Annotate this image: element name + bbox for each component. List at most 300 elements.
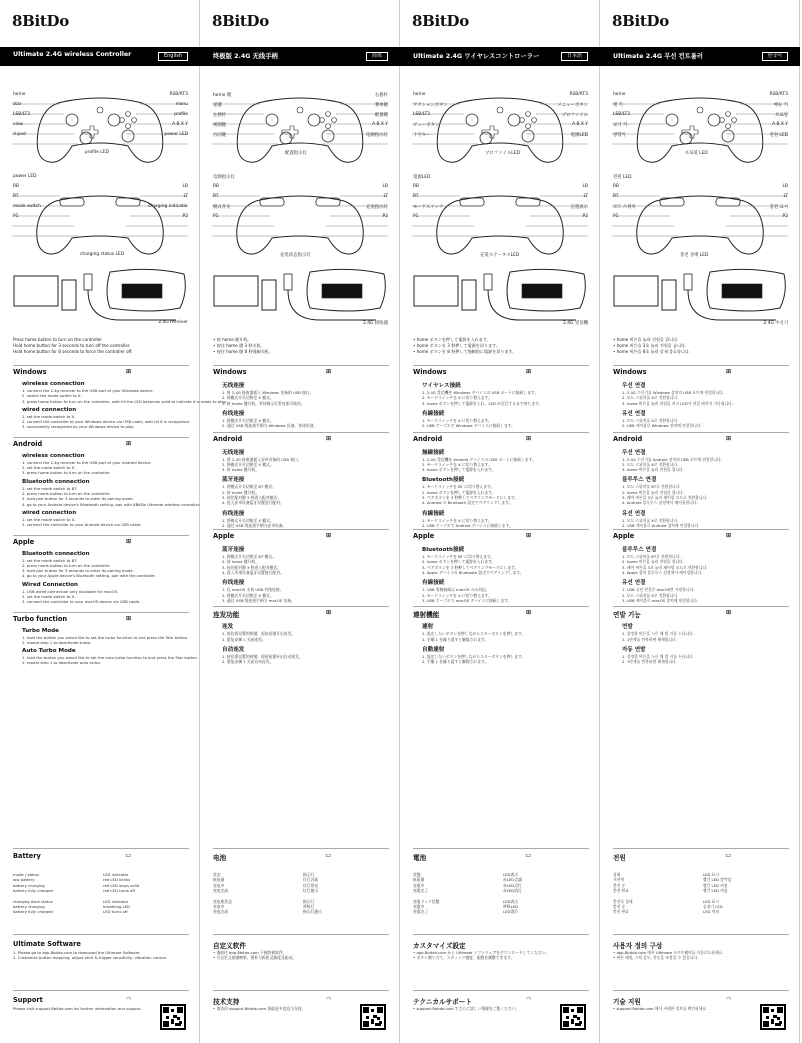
manual-column-한국어 — [600, 0, 800, 1043]
battery-status: 状態 — [413, 872, 421, 877]
section-heading — [213, 435, 391, 445]
platform-icon: ⊞ — [125, 368, 131, 375]
battery-led: LED消灯 — [503, 909, 519, 915]
subsection-title: Bluetooth connection — [22, 478, 90, 485]
battery-status: 저전력 — [613, 877, 625, 883]
controller-front-diagram — [400, 80, 600, 170]
section-heading — [213, 368, 391, 378]
section-title: Apple — [213, 532, 235, 541]
software-heading — [213, 940, 391, 950]
label-left: 电源指示灯 — [213, 175, 235, 180]
subsection-title: ワイヤレス接続 — [422, 383, 461, 389]
instruction-line: 1. モードスイッチを X に切り替えます。 — [422, 517, 492, 523]
battery-status: 충전 완료 — [613, 909, 629, 915]
software-section — [213, 940, 391, 961]
wifi-icon: ◠ — [326, 996, 331, 1003]
subsection-title: 自動連射 — [422, 646, 445, 653]
label-left: 星键 — [213, 103, 222, 108]
manual-title: Ultimate 2.4G wireless Controller — [13, 51, 132, 58]
platform-icon: ⊞ — [725, 368, 731, 375]
instruction-line: 2. home 버튼을 눌러 전원을 켭니다. — [622, 489, 684, 495]
platform-icon: ⊞ — [525, 532, 531, 540]
subsection-title: wired connection — [22, 406, 77, 413]
label-right: P2 — [382, 214, 388, 219]
section-title: 연발 기능 — [613, 611, 641, 620]
instruction-line: 3. 通过 USB 线连接手柄与 macOS 设备。 — [222, 597, 295, 603]
label-left: home 键 — [213, 93, 232, 98]
section-windows — [613, 368, 791, 428]
battery-led: LED 표시 — [703, 898, 719, 904]
instruction-line: 1. hold the button you would like to set the auto turbo function to and press the Star button. — [22, 655, 199, 661]
instruction-line: 3. 페어 버튼을 3초 눌러 페어링 모드로 전환합니다. — [622, 494, 708, 500]
label-left: 方向键 — [213, 133, 227, 138]
battery-heading — [413, 852, 591, 862]
platform-icon: ⊞ — [525, 434, 531, 442]
label-left: d-pad — [13, 132, 26, 137]
brand-logo: 8BitDo — [12, 12, 69, 30]
instruction-line: 1. 将模式开关切换至 BT 模式。 — [222, 554, 276, 560]
support-line: • support.8bitdo.com でさらに詳しい情報をご覧ください。 — [413, 1006, 520, 1011]
section-title: Windows — [613, 368, 647, 376]
label-left: star — [13, 102, 22, 107]
label-left: P1 — [13, 214, 19, 219]
battery-title: 電池 — [413, 854, 427, 862]
battery-led: LED 꺼짐 — [703, 909, 719, 915]
label-left: 模式开关 — [213, 205, 231, 210]
power-notes — [413, 337, 591, 356]
instruction-line: 2. 按 home 键开机。 — [222, 489, 259, 495]
instruction-line: 3. home 버튼을 눌러 전원을 켭니다. — [622, 467, 684, 473]
instruction-line: 1. 設定したいボタンを押しながらスターボタンを押します。 — [422, 631, 526, 637]
note-line: • home 버튼을 8초 눌러 강제 종료합니다. — [613, 349, 691, 355]
subsection-title: 블루투스 연결 — [622, 477, 657, 484]
instruction-line: 3. hold pair button for 3 seconds to enter its pairing mode. — [22, 568, 134, 574]
section-windows — [13, 368, 227, 430]
label-left: home — [413, 92, 426, 97]
instruction-line: 3. 按住配对键 3 秒进入配对模式。 — [222, 564, 282, 570]
divider — [213, 990, 389, 991]
battery-table — [213, 872, 391, 915]
instruction-line: 3. successfully recognized by your Windows device to play. — [22, 424, 135, 430]
instruction-line: 1. 설정할 버튼을 누른 채 별 키를 누릅니다. — [622, 631, 694, 637]
label-left: LSB/LT3 — [613, 112, 631, 117]
label-right: charging indicator — [148, 204, 188, 209]
power-notes — [13, 337, 191, 356]
label-left: RB — [413, 184, 420, 189]
label-left: mode switch — [13, 204, 41, 209]
receiver-diagram — [200, 262, 400, 332]
battery-led: 呼吸LED — [503, 903, 519, 909]
label-bottom: 充电状态指示灯 — [280, 253, 311, 258]
subsection-title: 无线连接 — [222, 449, 245, 456]
label-left: RB — [13, 184, 20, 189]
divider — [213, 848, 389, 849]
subsection-title: 自动连发 — [222, 646, 245, 653]
battery-icon: ▭ — [525, 852, 531, 859]
support-line: • support.8bitdo.com 에서 자세한 정보를 확인하세요. — [613, 1006, 708, 1011]
battery-status: battery charging — [13, 903, 45, 909]
instruction-line: 3. USB 케이블로 macOS 장치에 연결합니다. — [622, 597, 699, 603]
receiver-label: 2.4G 接收器 — [363, 321, 388, 326]
instruction-line: 4. Apple デバイスの Bluetooth 設定でペアリングします。 — [422, 570, 524, 576]
manual-title: Ultimate 2.4G 무선 컨트롤러 — [613, 53, 703, 60]
note-line: • 按住 home 键 8 秒强制关机。 — [213, 349, 273, 355]
battery-led: 빨간 LED 켜짐 — [703, 882, 728, 888]
instruction-line: 4. go to your Android device's Bluetooth setting, pair with 8BitDo Ultimate wireless controller. — [22, 501, 201, 507]
divider — [413, 934, 589, 935]
subsection-title: wired connection — [22, 509, 77, 516]
instruction-line: 3. 按 home 键开机，等待指示灯常亮即可使用。 — [222, 400, 305, 406]
battery-table — [613, 872, 791, 915]
battery-section — [13, 852, 191, 862]
section-title: Android — [213, 434, 243, 443]
manual-title: Ultimate 2.4G ワイヤレスコントローラー — [413, 53, 540, 60]
software-heading — [413, 940, 591, 950]
receiver-label: 2.4G 受信機 — [563, 321, 588, 326]
language-tab[interactable]: 한국어 — [762, 52, 789, 61]
label-right: 메뉴 키 — [773, 103, 788, 108]
instruction-line: 2. USB ケーブルで Android デバイスに接続します。 — [422, 522, 513, 528]
label-left: ビューボタン — [413, 123, 440, 128]
instruction-line: 1. 2.4G 受信機を Windows デバイスの USB ポートに接続します。 — [422, 390, 539, 395]
label-right: LB — [582, 184, 588, 189]
instruction-line: 1. set the mode switch to BT. — [22, 557, 78, 563]
battery-heading — [213, 852, 391, 862]
subsection-title: 无线连接 — [222, 383, 245, 389]
instruction-line: 1. 按住需设置的按键，再按星键开启连发。 — [222, 631, 296, 637]
instruction-line: 2. 1단계를 반복하면 해제됩니다. — [622, 636, 677, 642]
instruction-line: 1. 모드 스위치를 BT로 전환합니다. — [622, 554, 681, 560]
instruction-line: 2. 通过 USB 线连接手柄与 Windows 设备，等待识别。 — [222, 423, 318, 429]
wifi-icon: ◠ — [726, 996, 731, 1003]
platform-icon: ⊞ — [325, 532, 331, 540]
manual-column-日本語 — [400, 0, 600, 1043]
support-line: • 请访问 support.8bitdo.com 获取更多信息与支持。 — [213, 1006, 306, 1011]
instruction-line: 1. 모드 스위치를 X로 전환합니다. — [622, 417, 679, 423]
section-title: Android — [413, 434, 443, 443]
battery-status: 充电中 — [213, 882, 225, 888]
controller-top-illustration — [400, 172, 600, 262]
instruction-line: 4. Android の Bluetooth 設定でペアリングします。 — [422, 500, 513, 506]
instruction-line: 1. hold the button you would like to set the turbo function to and press the Star button. — [22, 634, 189, 640]
battery-status: 충전독 상태 — [613, 898, 633, 904]
label-bottom: profile LED — [85, 150, 109, 155]
label-right: A B X Y — [172, 122, 188, 127]
battery-led: 红灯熄灭 — [303, 888, 319, 894]
label-right: 충전 표시 — [769, 205, 788, 210]
label-bottom: 프로필 LED — [685, 151, 708, 156]
divider — [213, 529, 389, 530]
section-apple — [413, 532, 591, 603]
instruction-line: 3. 按住配对键 3 秒进入配对模式。 — [222, 494, 282, 500]
battery-status: 充電中 — [413, 882, 425, 888]
instruction-line: 4. 进入安卓设备蓝牙设置进行配对。 — [222, 500, 284, 506]
instruction-line: 2. repeat step 1 to deactivate auto turbo. — [22, 660, 101, 666]
section-android — [213, 435, 391, 529]
instruction-line: 4. Apple 장치 블루투스 설정에서 페어링합니다. — [622, 570, 703, 576]
battery-led: LED表示 — [503, 872, 519, 877]
instruction-line: 1. 설정할 버튼을 누른 채 별 키를 누릅니다. — [622, 653, 694, 659]
battery-led: red LED blinks — [103, 877, 131, 883]
subsection-title: 자동 연발 — [622, 646, 646, 653]
label-left: アクションボタン — [413, 103, 448, 108]
label-left: LSB/LT3 — [13, 112, 31, 117]
battery-status: battery fully charged — [13, 909, 53, 915]
battery-status: 충전 완료 — [613, 888, 629, 894]
platform-icon: ⊞ — [125, 439, 131, 447]
instruction-line: 2. 将模式开关切换至 X 模式。 — [222, 461, 274, 467]
note-line: • home ボタンを 8 秒押して強制的に電源を切ります。 — [413, 349, 517, 355]
section-连发功能 — [213, 609, 391, 664]
support-qr-code[interactable] — [160, 1004, 186, 1030]
label-right: LT — [583, 194, 588, 199]
instruction-line: 4. 进入苹果设备蓝牙设置进行配对。 — [222, 570, 284, 576]
subsection-title: 유선 연결 — [622, 410, 646, 417]
section-heading — [13, 368, 191, 378]
power-notes — [613, 337, 791, 356]
divider — [13, 848, 189, 849]
support-line: Please visit support.8bitdo.com for further information and support. — [13, 1006, 142, 1011]
divider — [13, 934, 189, 935]
label-bottom: 충전 상태 LED — [680, 253, 709, 258]
label-right: RSB/RT3 — [169, 92, 188, 97]
section-windows — [413, 368, 591, 428]
language-tab[interactable]: English — [158, 52, 188, 61]
instruction-line: 1. 모드 스위치를 BT로 전환합니다. — [622, 484, 681, 490]
label-left: power LED — [13, 174, 37, 179]
support-qr-code[interactable] — [560, 1004, 586, 1030]
instruction-line: 3. hold pair button for 3 seconds to enter its pairing mode. — [22, 496, 134, 502]
brand-logo: 8BitDo — [412, 12, 469, 30]
battery-section — [613, 852, 791, 862]
section-heading — [13, 615, 191, 625]
label-right: 프로필 — [775, 113, 788, 118]
instruction-line: 1. 将模式开关切换至 X 模式。 — [222, 417, 274, 423]
instruction-line: 2. 모드 스위치를 X로 전환합니다. — [622, 395, 679, 401]
instruction-line: 1. USB wired connection only available for macOS. — [22, 588, 119, 594]
instruction-line: 3. 페어 버튼을 3초 눌러 페어링 모드로 전환합니다. — [622, 564, 708, 570]
instruction-line: 1. USB 有線接続は macOS のみ対応。 — [422, 587, 490, 593]
label-right: LB — [382, 184, 388, 189]
note-line: • home 버튼을 눌러 전원을 켭니다. — [613, 337, 679, 342]
instruction-line: 2. モードスイッチを X に切り替えます。 — [422, 395, 492, 401]
note-line: • home ボタンを 3 秒押して電源を切ります。 — [413, 343, 501, 349]
instruction-line: 1. set the mode switch to X. — [22, 413, 76, 419]
controller-top-diagram — [600, 172, 800, 262]
battery-status: battery fully charged — [13, 888, 53, 894]
divider — [413, 848, 589, 849]
instruction-line: 2. press home button to turn on the controller. — [22, 562, 111, 568]
section-title: Android — [13, 439, 43, 448]
battery-led: 红灯闪烁 — [303, 877, 319, 883]
battery-status: 充電完了 — [413, 909, 429, 915]
instruction-line: 3. press home button to turn on the controller. — [22, 470, 111, 476]
instruction-line: 3. home ボタンを押して電源を入れます。 — [422, 467, 496, 473]
support-title: Support — [13, 996, 43, 1004]
subsection-title: 有線接続 — [422, 580, 445, 587]
battery-section — [213, 852, 391, 862]
battery-table — [13, 872, 191, 915]
label-right: 电源指示灯 — [366, 133, 388, 138]
label-left: RT — [213, 194, 219, 199]
subsection-title: 蓝牙连接 — [222, 477, 245, 484]
software-heading — [13, 940, 191, 950]
label-right: P2 — [182, 214, 188, 219]
controller-top-diagram — [400, 172, 600, 262]
instruction-line: 1. 将模式开关切换至 BT 模式。 — [222, 484, 276, 490]
label-left: view — [13, 122, 24, 127]
receiver-label: 2.4G receiver — [158, 320, 188, 325]
platform-icon: ⊞ — [525, 609, 531, 617]
subsection-title: wireless connection — [22, 452, 85, 459]
label-left: home — [613, 92, 626, 97]
instruction-line: 2. 按 home 键开机。 — [222, 559, 259, 565]
software-section — [413, 940, 591, 961]
divider — [413, 606, 589, 607]
receiver-diagram — [0, 262, 200, 332]
section-title: Windows — [413, 368, 447, 376]
label-bottom: charging status LED — [80, 252, 125, 257]
instruction-line: 2. モードスイッチを X に切り替えます。 — [422, 592, 492, 598]
battery-status: 充电完成 — [213, 909, 229, 915]
instruction-line: 1. set the mode switch to X. — [22, 516, 76, 522]
label-left: 左摇杆 — [213, 113, 227, 118]
instruction-line: 1. 設定したいボタンを押しながらスターボタンを押します。 — [422, 653, 526, 659]
section-title: Windows — [213, 368, 247, 376]
instruction-line: 2. set the mode switch to X. — [22, 593, 76, 599]
battery-status: 低電量 — [413, 877, 425, 883]
label-left: 별 키 — [613, 103, 623, 108]
battery-heading — [613, 852, 791, 862]
instruction-line: 1. 按住需设置的按键，再按星键开启自动连发。 — [222, 653, 303, 659]
instruction-line: 1. set the mode switch to BT. — [22, 485, 78, 491]
section-title: Apple — [613, 532, 635, 541]
instruction-line: 2. USB 케이블로 Android 장치에 연결합니다. — [622, 522, 700, 528]
instruction-line: 1. モードスイッチを BT に切り替えます。 — [422, 554, 495, 560]
battery-led: breathing LED — [103, 903, 130, 909]
section-連射機能 — [413, 609, 591, 664]
divider — [213, 365, 389, 366]
instruction-line: 2. switch the mode switch to X. — [22, 393, 82, 399]
battery-section — [413, 852, 591, 862]
title-bar — [0, 47, 200, 66]
instruction-line: 1. モードスイッチを X に切り替えます。 — [422, 417, 492, 423]
language-tab[interactable]: 简体 — [366, 52, 388, 61]
instruction-line: 1. 将模式开关切换至 X 模式。 — [222, 517, 274, 523]
support-qr-code[interactable] — [360, 1004, 386, 1030]
platform-icon: ⊞ — [725, 609, 731, 617]
label-right: menu — [175, 102, 188, 107]
instruction-line: 2. 手順 1 を繰り返すと解除されます。 — [422, 659, 489, 665]
divider — [13, 365, 189, 366]
battery-led: 赤LED点滅 — [503, 877, 522, 883]
instruction-line: 3. 按 home 键开机。 — [222, 467, 259, 473]
instruction-line: 2. connect the controller to your Android device via USB cable. — [22, 522, 142, 528]
battery-icon: ▭ — [725, 852, 731, 859]
label-left: 视图键 — [213, 123, 227, 128]
battery-led: 红灯常亮 — [303, 882, 319, 888]
instruction-line: 1. connect the 2.4g receiver to the USB port of your Android device. — [22, 459, 152, 465]
subsection-title: Auto Turbo Mode — [22, 648, 76, 655]
label-left: RB — [613, 184, 620, 189]
divider — [13, 535, 189, 536]
label-left: モードスイッチ — [413, 205, 444, 210]
subsection-title: 有線接続 — [422, 510, 445, 517]
instruction-line: 1. 将 2.4G 接收器插入 Windows 设备的 USB 接口。 — [222, 390, 314, 395]
instruction-line: 3. home 버튼을 눌러 전원을 켜고 LED가 켜질 때까지 기다립니다. — [622, 400, 733, 406]
divider — [413, 432, 589, 433]
battery-status: 상태 — [613, 872, 621, 877]
instruction-line: 2. 모드 스위치를 X로 전환합니다. — [622, 461, 679, 467]
subsection-title: 블루투스 연결 — [622, 547, 657, 554]
section-heading — [413, 368, 591, 378]
battery-led: LED turns off — [103, 909, 128, 915]
battery-row — [13, 909, 191, 914]
battery-led: red LED turns off — [103, 888, 135, 894]
label-left: P1 — [213, 214, 219, 219]
software-section — [613, 940, 791, 961]
subsection-title: Wired Connection — [22, 581, 79, 588]
subsection-title: 蓝牙连接 — [222, 547, 245, 554]
divider — [613, 365, 789, 366]
language-tab[interactable]: 日本語 — [561, 52, 588, 61]
label-left: 전원 LED — [613, 175, 632, 180]
battery-row — [213, 888, 391, 893]
instruction-line: 1. 2.4G 受信機を Android デバイスの USB ポートに接続します。 — [422, 456, 536, 462]
software-section — [13, 940, 191, 961]
label-right: profile — [174, 112, 188, 117]
controller-front-diagram — [0, 80, 200, 170]
label-right: メニューボタン — [557, 103, 588, 108]
divider — [613, 934, 789, 935]
label-right: 配置键 — [374, 113, 388, 118]
battery-status: 充电完成 — [213, 888, 229, 894]
instruction-line: 1. connect the 2.4g receiver to the USB port of your Windows device. — [22, 388, 154, 393]
label-right: RSB/RT3 — [769, 92, 788, 97]
support-qr-code[interactable] — [760, 1004, 786, 1030]
power-notes — [213, 337, 391, 356]
instruction-line: 1. USB 유선 연결은 macOS만 지원합니다. — [622, 587, 695, 593]
label-left: 보기 키 — [613, 123, 628, 128]
battery-status: charging dock status — [13, 898, 53, 904]
label-bottom: 配置指示灯 — [285, 151, 307, 156]
battery-led: 赤LED消灯 — [503, 888, 522, 894]
subsection-title: 有线连接 — [222, 510, 245, 517]
battery-led: LED indicator — [103, 898, 129, 904]
divider — [13, 990, 189, 991]
battery-led: 빨간 LED 깜박임 — [703, 877, 732, 883]
divider — [13, 612, 189, 613]
battery-led: 赤LED点灯 — [503, 882, 522, 888]
instruction-line: 2. 手順 1 を繰り返すと解除されます。 — [422, 636, 489, 642]
battery-led: LED 표시 — [703, 872, 719, 877]
instruction-line: 3. home ボタンを押して電源を入れ、LED が点灯するまで待ちます。 — [422, 400, 543, 406]
section-title: Windows — [13, 368, 47, 376]
title-bar — [200, 47, 400, 66]
subsection-title: 유선 연결 — [622, 580, 646, 587]
battery-led: 빨간 LED 꺼짐 — [703, 888, 728, 894]
instruction-line: 3. ペアボタンを 3 秒押してペアリングモードにします。 — [422, 564, 519, 570]
instruction-line: 2. 将模式开关切换至 X 模式。 — [222, 592, 274, 598]
section-heading — [613, 368, 791, 378]
label-left: RT — [13, 194, 19, 199]
label-right: A B X Y — [372, 122, 388, 127]
note-line: Press home button to turn on the controller. — [13, 337, 103, 342]
section-apple — [213, 532, 391, 603]
label-right: 充电指示灯 — [366, 205, 388, 210]
section-turbo-function — [13, 614, 199, 666]
instruction-line: 4. go to your Apple device's Bluetooth setting, pair with the controller. — [22, 573, 156, 579]
